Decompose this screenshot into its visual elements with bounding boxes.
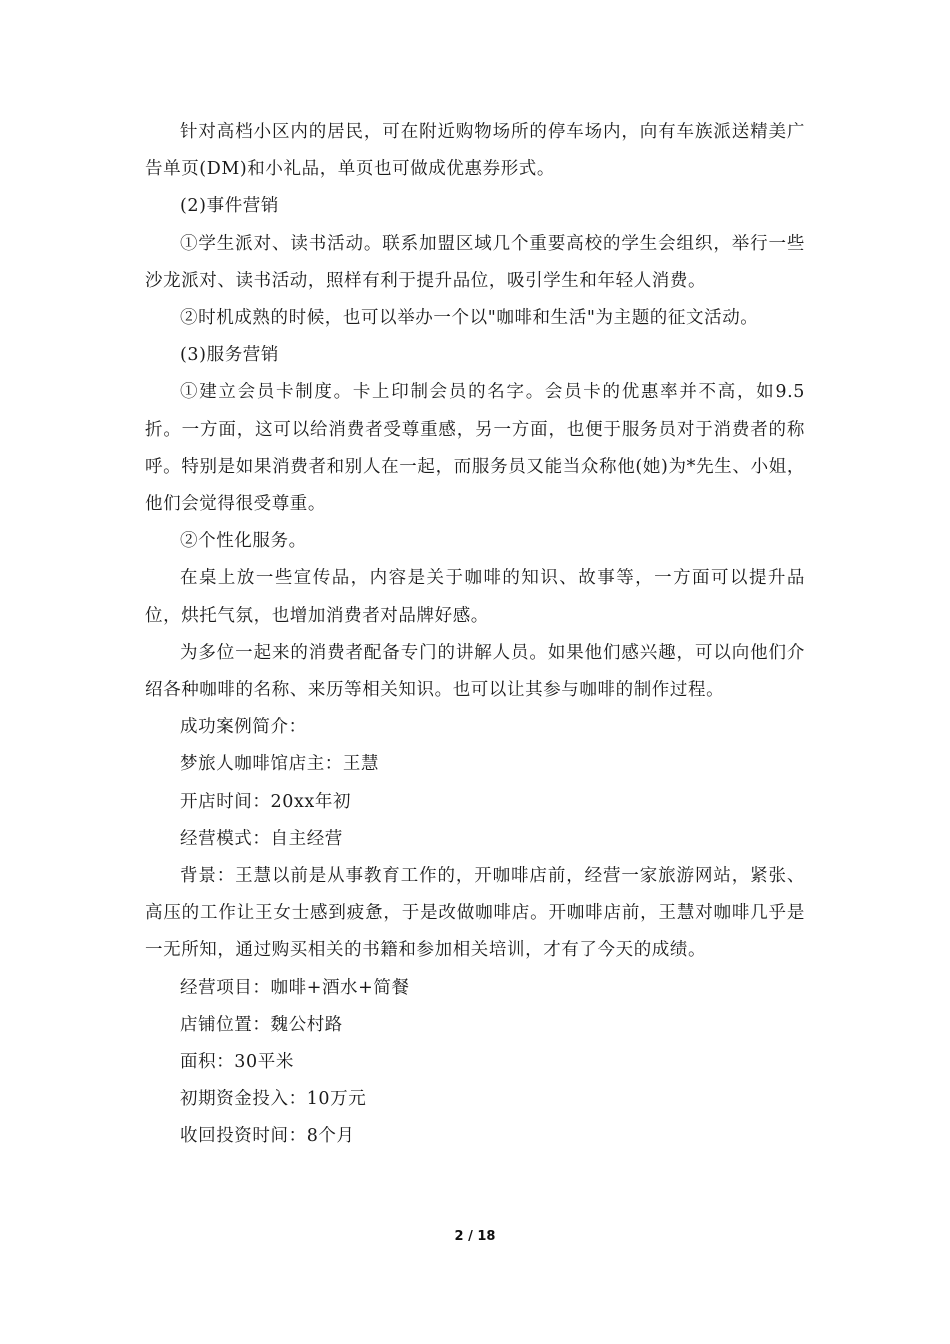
- case-background: 背景：王慧以前是从事教育工作的，开咖啡店前，经营一家旅游网站，紧张、高压的工作让王女士感到疲惫，于是改做咖啡店。开咖啡店前，王慧对咖啡几乎是一无所知，通过购买相关的书籍和参加相关培训，才有了今天的成绩。: [145, 866, 805, 961]
- case-payback-time: 收回投资时间：8个月: [180, 1126, 355, 1147]
- case-owner: 梦旅人咖啡馆店主：王慧: [180, 754, 380, 775]
- case-initial-investment: 初期资金投入：10万元: [180, 1089, 367, 1110]
- paragraph-student-party: ①学生派对、读书活动。联系加盟区域几个重要高校的学生会组织，举行一些沙龙派对、读书活动，照样有利于提升品位，吸引学生和年轻人消费。: [145, 233, 805, 291]
- case-location: 店铺位置：魏公村路: [180, 1014, 343, 1035]
- paragraph-membership-card: ①建立会员卡制度。卡上印制会员的名字。会员卡的优惠率并不高，如9.5折。一方面，这可以给消费者受尊重感，另一方面，也便于服务员对于消费者的称呼。特别是如果消费者和别人在一起，而服务员又能当众称他(她)为*先生、小姐，他们会觉得很受尊重。: [145, 382, 805, 515]
- case-business-mode: 经营模式：自主经营: [180, 828, 343, 849]
- heading-case-study: 成功案例简介：: [180, 717, 307, 738]
- case-business-items: 经营项目：咖啡+酒水+简餐: [180, 977, 410, 998]
- case-open-date: 开店时间：20xx年初: [180, 791, 352, 812]
- heading-service-marketing: (3)服务营销: [180, 345, 279, 366]
- paragraph-dm-flyers: 针对高档小区内的居民，可在附近购物场所的停车场内，向有车族派送精美广告单页(DM)和小礼品，单页也可做成优惠券形式。: [145, 122, 805, 180]
- paragraph-guide-staff: 为多位一起来的消费者配备专门的讲解人员。如果他们感兴趣，可以向他们介绍各种咖啡的名称、来历等相关知识。也可以让其参与咖啡的制作过程。: [145, 642, 805, 701]
- heading-personalized-service: ②个性化服务。: [180, 531, 307, 552]
- heading-event-marketing: (2)事件营销: [180, 196, 279, 217]
- paragraph-essay-contest: ②时机成熟的时候，也可以举办一个以"咖啡和生活"为主题的征文活动。: [180, 308, 759, 329]
- case-area: 面积：30平米: [180, 1052, 294, 1073]
- paragraph-promo-materials: 在桌上放一些宣传品，内容是关于咖啡的知识、故事等，一方面可以提升品位，烘托气氛，也增加消费者对品牌好感。: [145, 568, 805, 626]
- page-number: 2 / 18: [454, 1229, 496, 1244]
- document-body: [145, 114, 805, 1156]
